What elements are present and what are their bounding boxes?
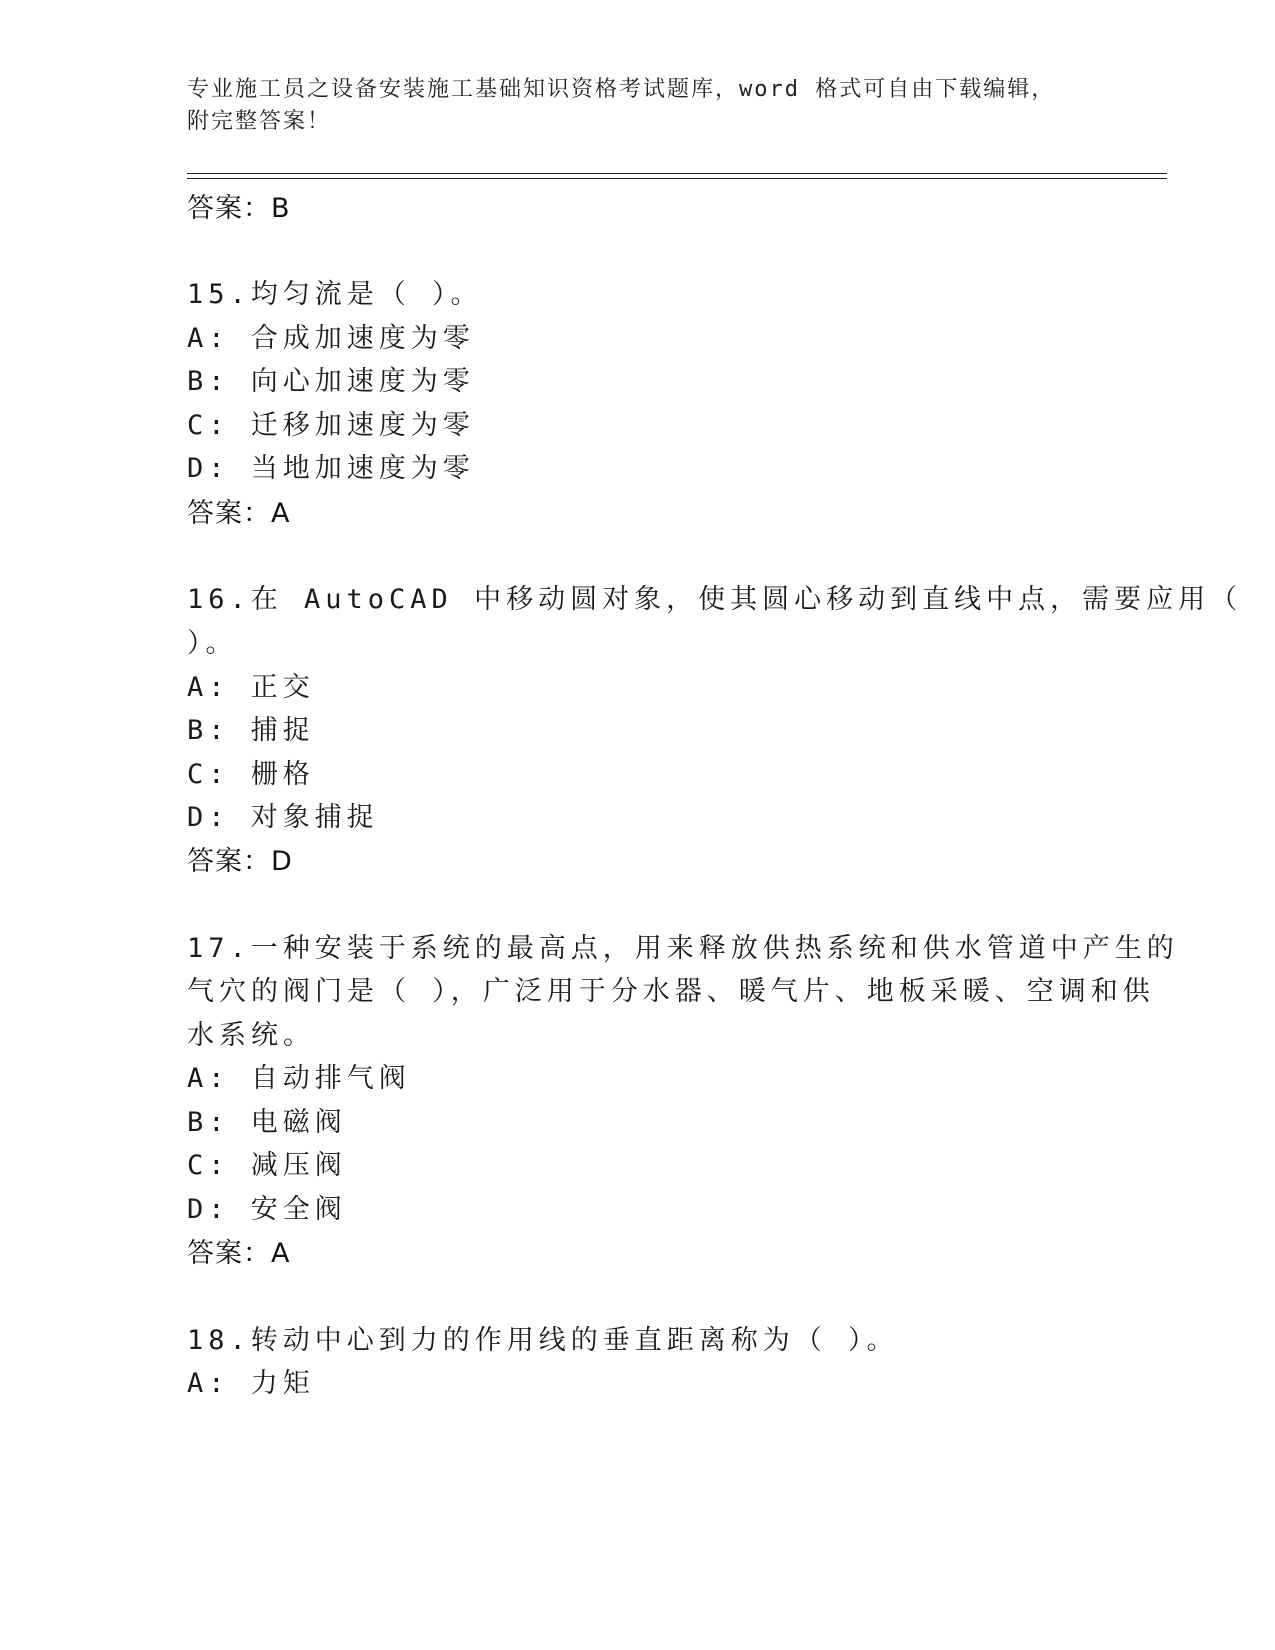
question-15-text: 15.均匀流是（ ）。 bbox=[187, 279, 483, 310]
header-rule-top bbox=[187, 173, 1167, 174]
question-16-option-c: C: 栅格 bbox=[187, 759, 315, 790]
question-15-answer: 答案：A bbox=[187, 498, 291, 529]
question-17-text-line-2: 气穴的阀门是（ ），广泛用于分水器、暖气片、地板采暖、空调和供 bbox=[187, 976, 1155, 1007]
question-17-option-b: B: 电磁阀 bbox=[187, 1107, 347, 1138]
header-rule-bottom bbox=[187, 178, 1167, 179]
question-16-answer: 答案：D bbox=[187, 846, 293, 877]
question-16-text-line-2: ）。 bbox=[187, 628, 238, 659]
question-17-option-c: C: 减压阀 bbox=[187, 1150, 347, 1181]
question-18-text: 18.转动中心到力的作用线的垂直距离称为（ ）。 bbox=[187, 1325, 899, 1356]
header-text-line-2: 附完整答案！ bbox=[187, 109, 332, 134]
question-16-option-a: A: 正交 bbox=[187, 672, 315, 703]
question-17-answer: 答案：A bbox=[187, 1238, 291, 1269]
question-17-option-a: A: 自动排气阀 bbox=[187, 1063, 411, 1094]
question-15-option-d: D: 当地加速度为零 bbox=[187, 453, 475, 484]
header-text-line-1: 专业施工员之设备安装施工基础知识资格考试题库，word 格式可自由下载编辑， bbox=[187, 77, 1056, 102]
question-16-option-b: B: 捕捉 bbox=[187, 715, 315, 746]
question-15-option-c: C: 迁移加速度为零 bbox=[187, 410, 475, 441]
question-17-text-line-3: 水系统。 bbox=[187, 1020, 315, 1051]
question-15-option-a: A: 合成加速度为零 bbox=[187, 323, 475, 354]
question-18-option-a: A: 力矩 bbox=[187, 1368, 315, 1399]
question-17-option-d: D: 安全阀 bbox=[187, 1194, 347, 1225]
question-15-option-b: B: 向心加速度为零 bbox=[187, 366, 475, 397]
previous-answer: 答案：B bbox=[187, 193, 291, 224]
question-16-option-d: D: 对象捕捉 bbox=[187, 802, 379, 833]
question-16-text-line-1: 16.在 AutoCAD 中移动圆对象，使其圆心移动到直线中点，需要应用（ bbox=[187, 584, 1243, 615]
question-17-text-line-1: 17.一种安装于系统的最高点，用来释放供热系统和供水管道中产生的 bbox=[187, 933, 1179, 964]
